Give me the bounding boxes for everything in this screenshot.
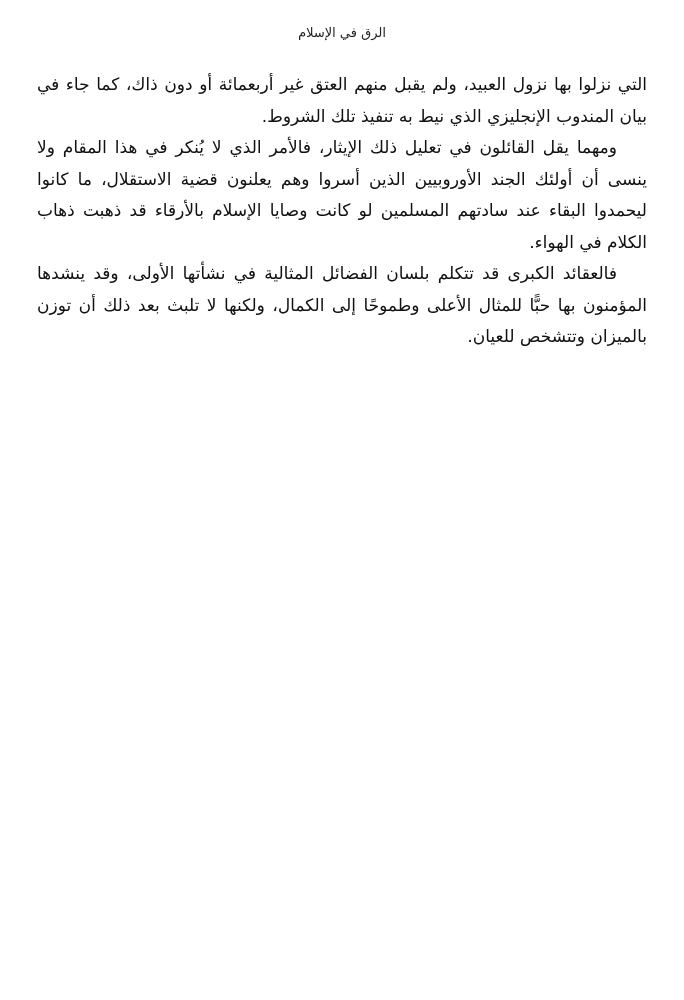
paragraph-continuation: التي نزلوا بها نزول العبيد، ولم يقبل منهم العتق غير أربعمائة أو دون ذاك، كما جاء في بيان المندوب الإنجليزي الذي نيط به تنفيذ تلك الشروط. [37,75,647,127]
paragraph-european-soldiers: ومهما يقل القائلون في تعليل ذلك الإيثار، فالأمر الذي لا يُنكر في هذا المقام ولا ينسى أن أولئك الجند الأوروبيين الذين أسروا وهم يعلنون قضية الاستقلال، ما كانوا ليحمدوا البقاء عند سادتهم المسلمين لو كانت وصايا الإسلام بالأرقاء قد ذهبت ذهاب الكلام في الهواء. [37,138,647,253]
running-header: الرق في الإسلام [298,26,386,41]
body-text [37,70,647,354]
paragraph-great-beliefs: فالعقائد الكبرى قد تتكلم بلسان الفضائل المثالية في نشأتها الأولى، وقد ينشدها المؤمنون بها حبًّا للمثال الأعلى وطموحًا إلى الكمال، ولكنها لا تلبث بعد ذلك أن توزن بالميزان وتتشخص للعيان. [37,264,647,347]
